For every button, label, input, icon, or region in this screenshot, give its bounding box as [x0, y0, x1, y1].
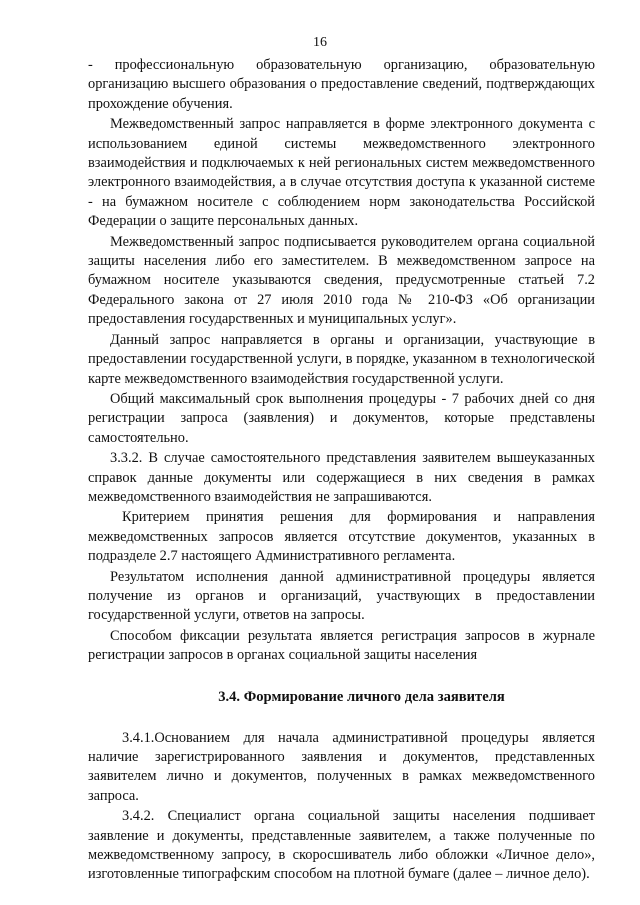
- paragraph: Критерием принятия решения для формирования и направления межведомственных запросов является отсутствие документов, указанных в подразделе 2.7 настоящего Административного регламента.: [88, 509, 595, 565]
- paragraph: 3.4.1.Основанием для начала административной процедуры является наличие зарегистрированного заявления и документов, представленных заявителем лично и документов, полученных в рамках межведомственного запроса.: [88, 729, 595, 804]
- paragraph: Общий максимальный срок выполнения процедуры - 7 рабочих дней со дня регистрации запроса (заявления) и документов, которые представлены самостоятельно.: [88, 390, 595, 446]
- paragraph: Межведомственный запрос подписывается руководителем органа социальной защиты населения либо его заместителем. В межведомственном запросе на бумажном носителе указываются сведения, предусмотренные статьей 7.2 Федерального закона от 27 июля 2010 года № 210-ФЗ «Об организации предоставления государственных и муниципальных услуг».: [88, 233, 595, 328]
- paragraph: Данный запрос направляется в органы и организации, участвующие в предоставлении государственной услуги, в порядке, указанном в технологической карте межведомственного взаимодействия государственной услуги.: [88, 331, 595, 387]
- paragraph: 3.3.2. В случае самостоятельного представления заявителем вышеуказанных справок данные документы или содержащиеся в них сведения в рамках межведомственного взаимодействия не запрашиваются.: [88, 450, 595, 505]
- paragraph: 3.4.2. Специалист органа социальной защиты населения подшивает заявление и документы, представленные заявителем, а также полученные по межведомственному запросу, в скоросшиватель либо обложки «Личное дело», изготовленные типографским способом на плотной бумаге (далее – личное дело).: [88, 808, 595, 883]
- paragraph: Межведомственный запрос направляется в форме электронного документа с использованием единой системы межведомственного электронного взаимодействия и подключаемых к ней региональных систем межведомственного электронного взаимодействия, а в случае отсутствия доступа к указанной системе - на бумажном носителе с соблюдением норм законодательства Российской Федерации о защите персональных данных.: [88, 116, 595, 230]
- paragraph: - профессиональную образовательную организацию, образовательную организацию высшего образования о предоставление сведений, подтверждающих прохождение обучения.: [88, 57, 595, 112]
- paragraph: Результатом исполнения данной административной процедуры является получение из органов и организаций, участвующих в предоставлении государственной услуги, ответов на запросы.: [88, 568, 595, 624]
- document-body: [88, 56, 595, 885]
- page-number: 16: [313, 35, 327, 50]
- paragraph: Способом фиксации результата является регистрация запросов в журнале регистрации запросов в органах социальной защиты населения: [88, 627, 595, 664]
- section-heading: 3.4. Формирование личного дела заявителя: [218, 688, 505, 705]
